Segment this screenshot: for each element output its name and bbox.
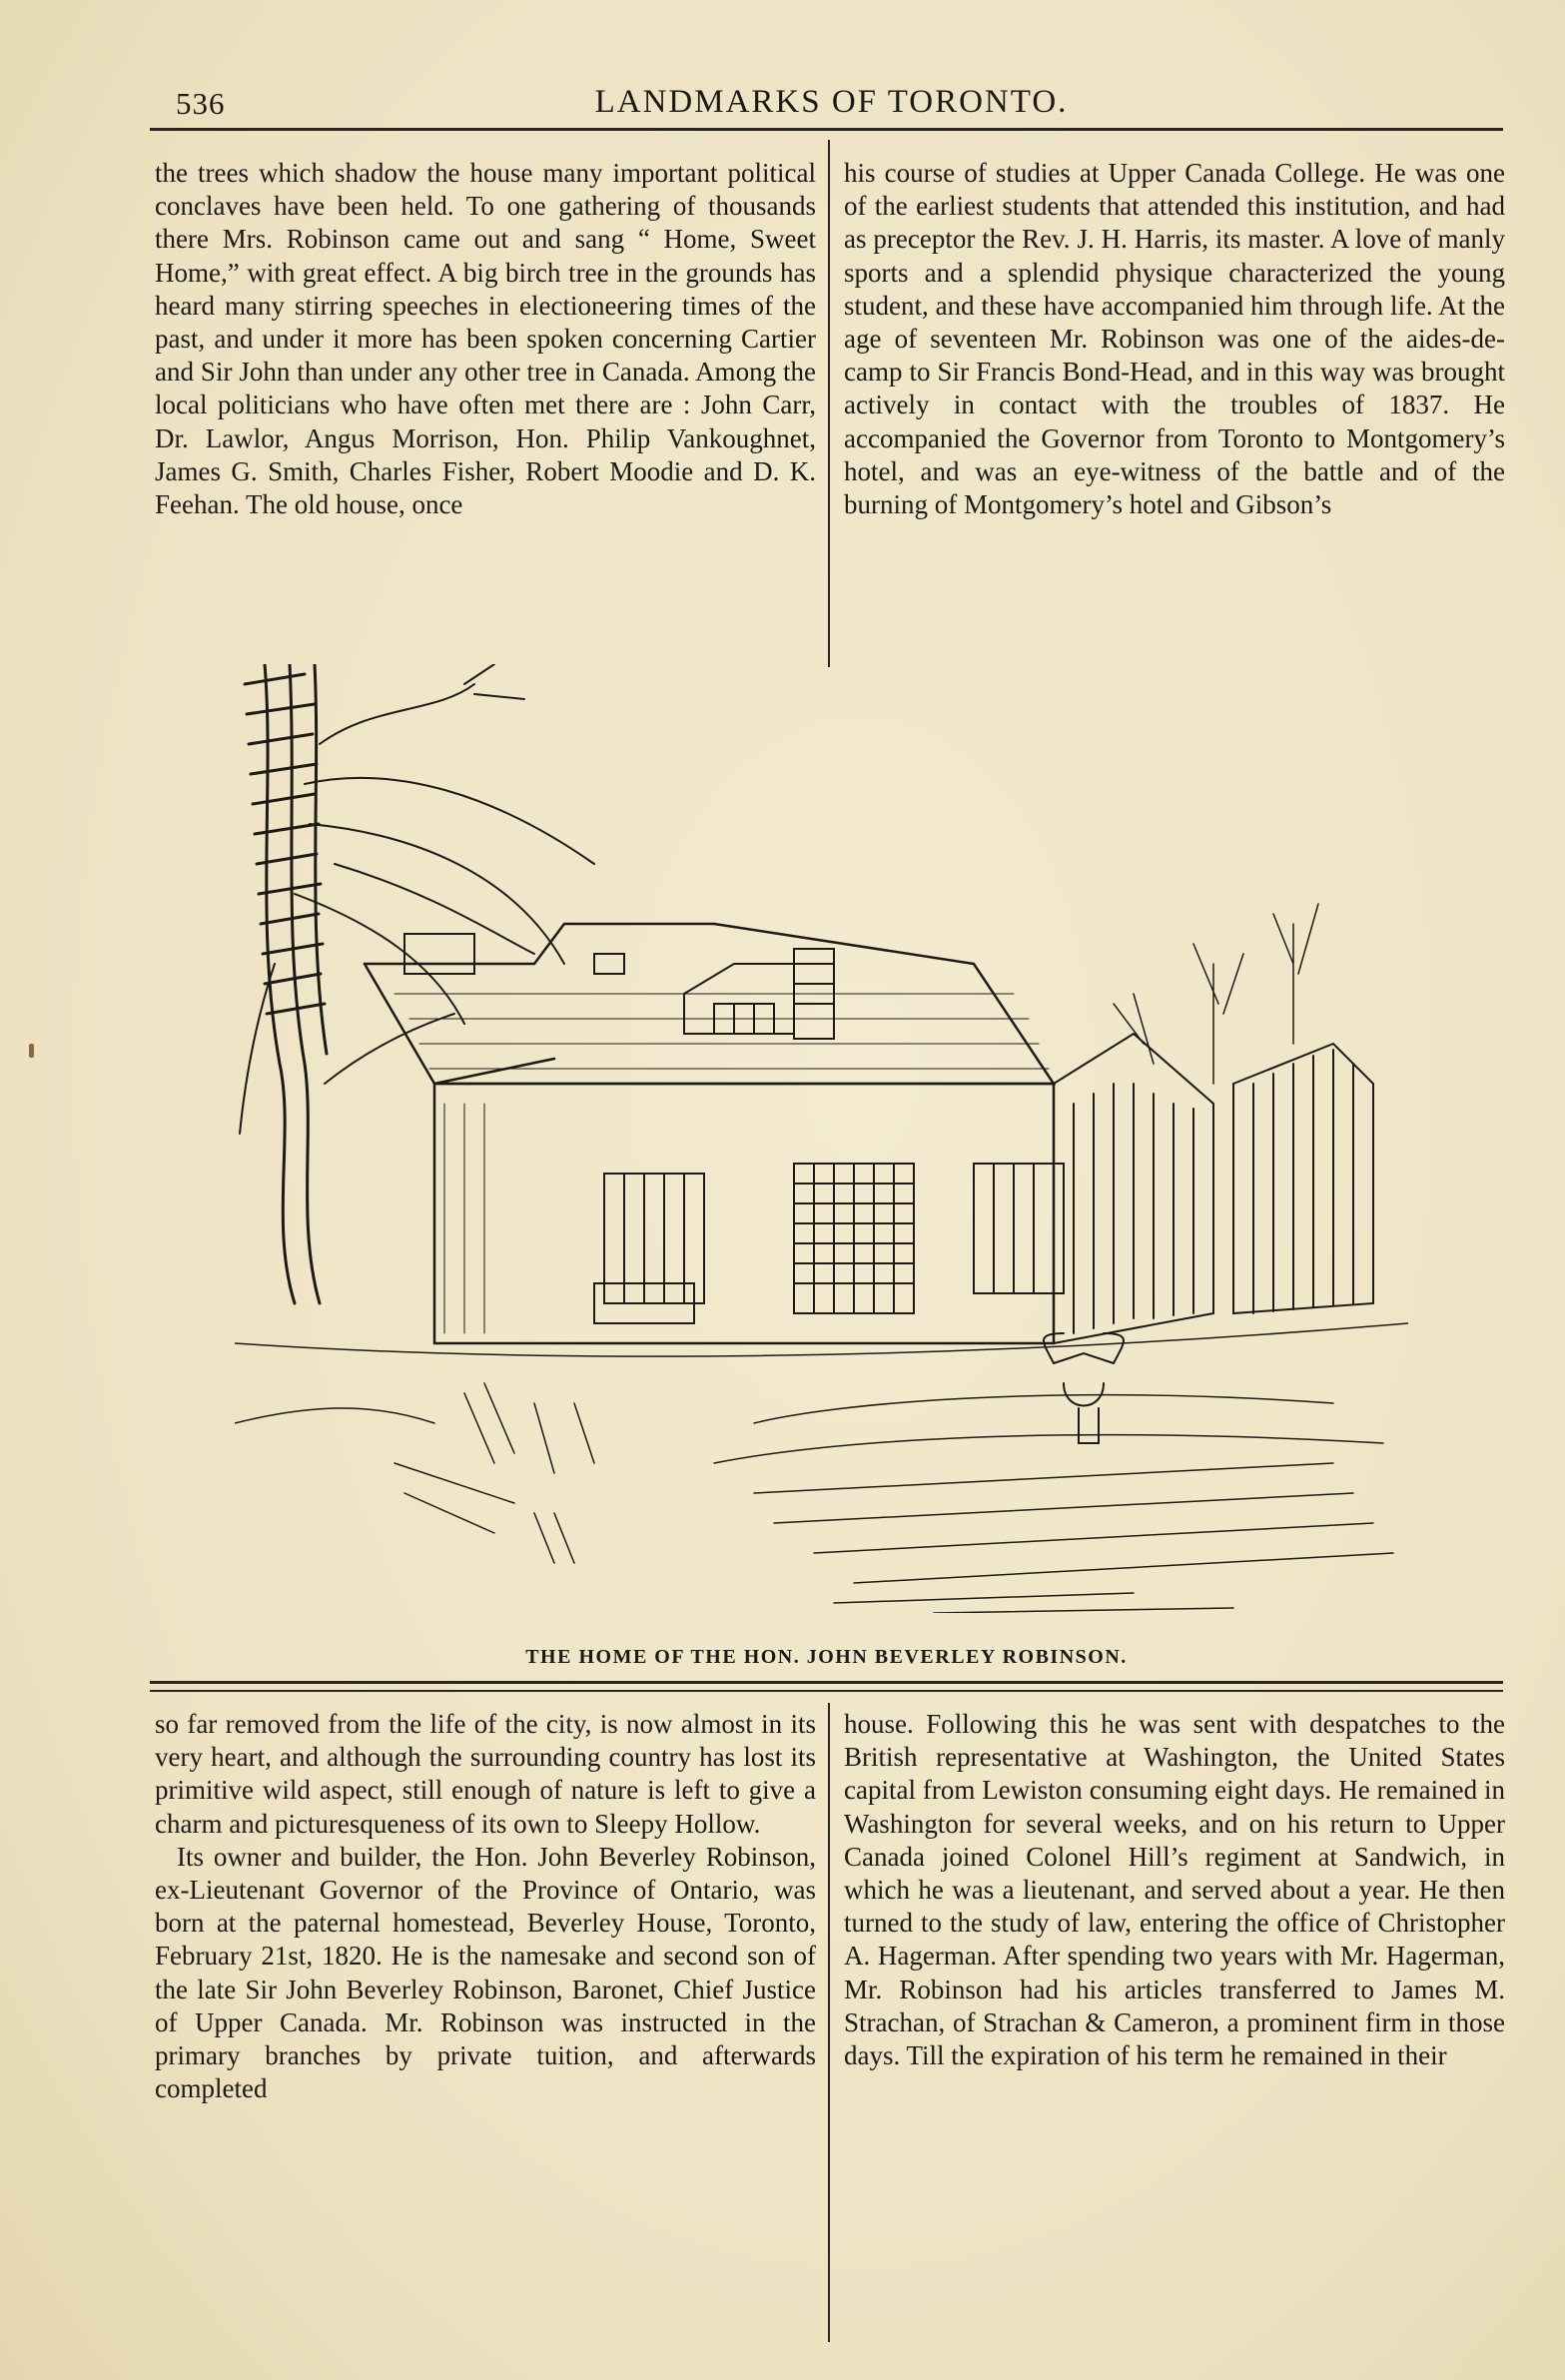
margin-mark	[29, 1044, 34, 1058]
tree-trunk	[245, 664, 327, 1303]
paragraph: house. Following this he was sent with despatches to the British representative at Washington, the United States capital from Lewiston consuming eight days. He remained in Washington for several weeks, and on his return to Upper Canada joined Colonel Hill’s regiment at Sandwich, in which he was a lieutenant, and served about a year. He then turned to the study of law, entering the office of Christopher A. Hagerman. After spending two years with Mr. Hagerman, Mr. Robinson had his articles transferred to James M. Strachan, of Strachan & Cameron, a prominent firm in those days. Till the expiration of his term he remained in their	[844, 1709, 1505, 2071]
paragraph: Its owner and builder, the Hon. John Beverley Robinson, ex-Lieutenant Governor of the Province of Ontario, was born at the paternal homestead, Beverley House, Toronto, February 21st, 1820. He is the namesake and second son of the late Sir John Beverley Robinson, Baronet, Chief Justice of Upper Canada. Mr. Robinson was instructed in the primary branches by private tuition, and afterwards completed	[155, 1841, 816, 2104]
paragraph: his course of studies at Upper Canada College. He was one of the earliest students that attended this institution, and had as preceptor the Rev. J. H. Harris, its master. A love of manly sports and a splendid physique characterized the young student, and these have accompanied him through life. At the age of seventeen Mr. Robinson was one of the aides-de-camp to Sir Francis Bond-Head, and in this way was brought actively in contact with the troubles of 1837. He accompanied the Governor from Toronto to Montgomery’s hotel, and was an eye-witness of the battle and of the burning of Montgomery’s hotel and Gibson’s	[844, 158, 1505, 520]
chimneys	[404, 934, 834, 1039]
paragraph: so far removed from the life of the city, is now almost in its very heart, and although the surrounding country has lost its primitive wild aspect, still enough of nature is left to give a charm and picturesqueness of its own to Sleepy Hollow.	[155, 1709, 816, 1839]
page-number: 536	[176, 86, 226, 121]
house-illustration	[235, 664, 1408, 1613]
top-right-column	[844, 157, 1505, 666]
path	[235, 1383, 594, 1563]
header-rule	[150, 128, 1503, 131]
column-divider-top	[828, 140, 830, 667]
bottom-right-column	[844, 1708, 1505, 2347]
column-divider-bottom	[828, 1703, 830, 2342]
paragraph: the trees which shadow the house many important political conclaves have been held. To one gathering of thousands there Mrs. Robinson came out and sang “ Home, Sweet Home,” with great effect. A big birch tree in the grounds has heard many stirring speeches in electioneering times of the past, and under it more has been spoken concerning Cartier and Sir John than under any other tree in Canada. Among the local politicians who have often met there are : John Carr, Dr. Lawlor, Angus Morrison, Hon. Philip Vankoughnet, James G. Smith, Charles Fisher, Robert Moodie and D. K. Feehan. The old house, once	[155, 158, 816, 520]
house-roof	[365, 924, 1054, 1084]
windows	[594, 1164, 1064, 1323]
background-trees	[1114, 904, 1318, 1084]
bottom-left-column	[155, 1708, 816, 2347]
illustration-caption: THE HOME OF THE HON. JOHN BEVERLEY ROBINSON.	[525, 1646, 1128, 1668]
top-left-column	[155, 157, 816, 666]
caption-rule-bottom	[150, 1690, 1503, 1692]
garden-urn	[1044, 1333, 1124, 1443]
running-title: LANDMARKS OF TORONTO.	[594, 84, 1069, 120]
dormer	[684, 964, 794, 1034]
page-header	[160, 78, 1503, 128]
caption-rule-top	[150, 1681, 1503, 1684]
house-walls	[434, 1084, 1054, 1343]
